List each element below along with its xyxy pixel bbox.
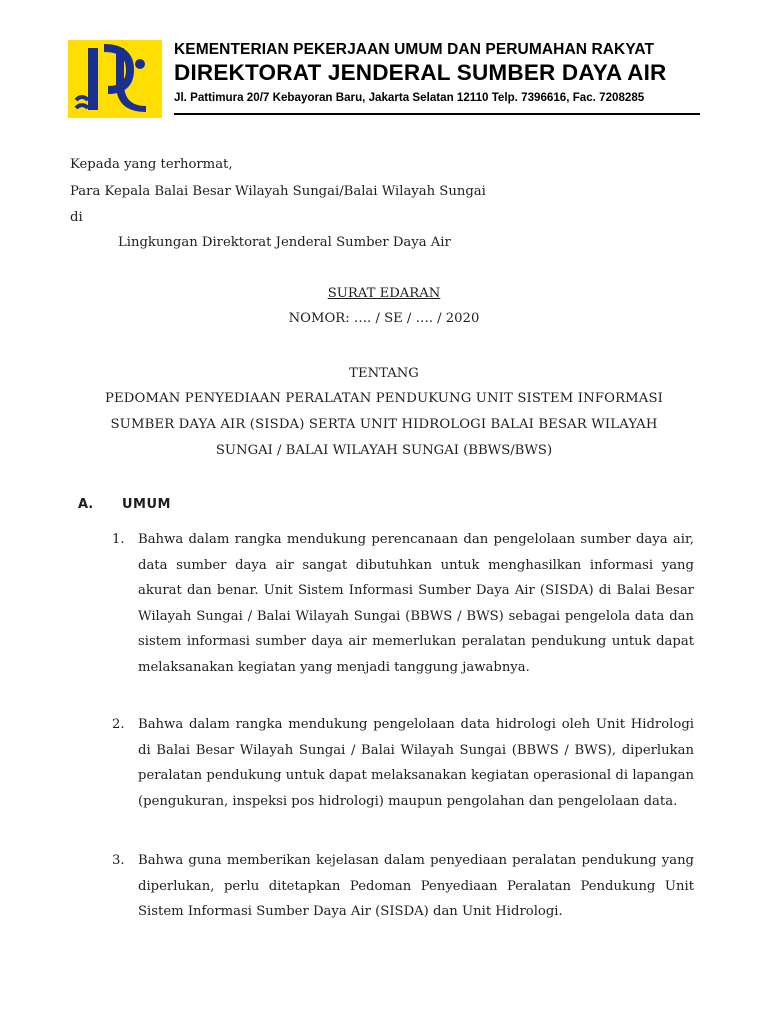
recipient-location: Lingkungan Direktorat Jenderal Sumber Daya Air — [118, 235, 451, 250]
directorate-name: DIREKTORAT JENDERAL SUMBER DAYA AIR — [174, 60, 667, 85]
list-item-text: Bahwa dalam rangka mendukung perencanaan dan pengelolaan sumber daya air, data sumber daya air sangat dibutuhkan untuk menghasilkan informasi yang akurat dan benar. Unit Sistem Informasi Sumber Daya Air (SISDA) di Balai Besar Wilayah Sungai / Balai Wilayah Sungai (BBWS / BWS) sebagai pengelola data dan sistem informasi sumber daya air memerlukan peralatan pendukung untuk dapat melaksanakan kegiatan yang menjadi tanggung jawabnya. — [138, 532, 694, 675]
at-label: di — [70, 210, 83, 225]
subject-line-1: PEDOMAN PENYEDIAAN PERALATAN PENDUKUNG UNIT SISTEM INFORMASI — [104, 391, 664, 406]
letterhead-divider — [174, 113, 700, 115]
subject-line-2: SUMBER DAYA AIR (SISDA) SERTA UNIT HIDROLOGI BALAI BESAR WILAYAH — [110, 417, 658, 432]
greeting: Kepada yang terhormat, — [70, 157, 233, 172]
circular-title: SURAT EDARAN — [327, 286, 441, 301]
list-item-text: Bahwa dalam rangka mendukung pengelolaan data hidrologi oleh Unit Hidrologi di Balai Besar Wilayah Sungai / Balai Wilayah Sungai (BBWS / BWS), diperlukan peralatan pendukung untuk dapat melaksanakan kegiatan operasional di lapangan (pengukuran, inspeksi pos hidrologi) maupun pengolahan dan pengelolaan data. — [138, 717, 694, 809]
list-item-number: 1. — [112, 532, 125, 547]
office-address: Jl. Pattimura 20/7 Kebayoran Baru, Jakarta Selatan 12110 Telp. 7396616, Fac. 7208285 — [174, 91, 645, 104]
subject-line-3: SUNGAI / BALAI WILAYAH SUNGAI (BBWS/BWS) — [215, 443, 553, 458]
section-letter: A. — [78, 497, 94, 512]
ministry-name: KEMENTERIAN PEKERJAAN UMUM DAN PERUMAHAN RAKYAT — [174, 41, 655, 58]
letterhead — [0, 0, 768, 120]
circular-number: NOMOR: …. / SE / …. / 2020 — [288, 311, 480, 326]
pupr-logo-icon — [68, 40, 162, 118]
list-item-number: 3. — [112, 853, 125, 868]
list-item-text: Bahwa guna memberikan kejelasan dalam penyediaan peralatan pendukung yang diperlukan, perlu ditetapkan Pedoman Penyediaan Peralatan Pendukung Unit Sistem Informasi Sumber Daya Air (SISDA) dan Unit Hidrologi. — [138, 853, 694, 920]
letterhead-text — [174, 40, 704, 108]
section-title: UMUM — [122, 497, 171, 512]
recipient: Para Kepala Balai Besar Wilayah Sungai/Balai Wilayah Sungai — [70, 184, 486, 199]
subject-label: TENTANG — [349, 366, 419, 381]
list-item-number: 2. — [112, 717, 125, 732]
